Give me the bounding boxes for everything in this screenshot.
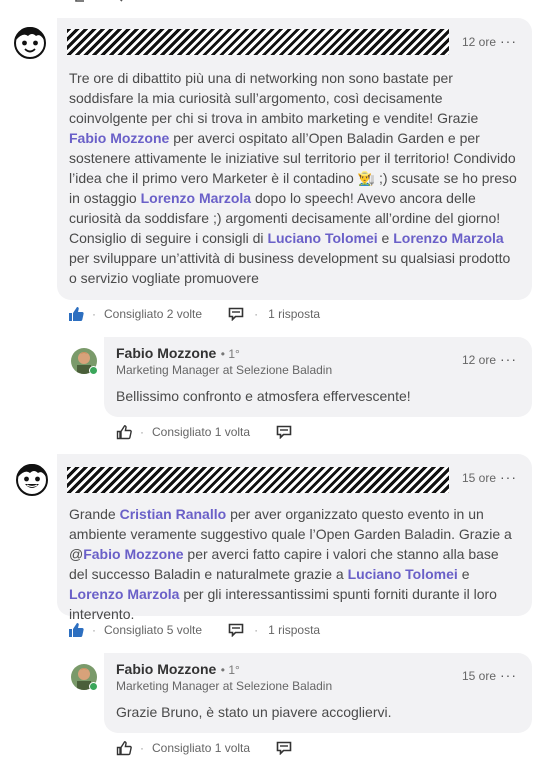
previous-action-row-remnant bbox=[72, 0, 132, 4]
like-outline-icon[interactable] bbox=[116, 424, 132, 440]
more-options-icon[interactable]: ··· bbox=[500, 33, 517, 49]
reply-actions bbox=[116, 423, 292, 441]
comment-text-segment: e bbox=[457, 566, 470, 582]
comment-text-segment: per aver organizzato questo evento in un ambiente veramente suggestivo quale l’Open Garden Baladin. Grazie a @ bbox=[69, 506, 512, 562]
more-options-icon[interactable]: ··· bbox=[500, 667, 517, 683]
comment-text-segment: e bbox=[377, 230, 394, 246]
replies-count[interactable]: 1 risposta bbox=[268, 307, 321, 321]
comment-text-segment: dopo lo speech! Avevo ancora delle curiosità da soddisfare ;) argomenti decisamente all’ordine del giorno! Consiglio di seguire i consigli di bbox=[69, 190, 501, 246]
mention-link[interactable]: Cristian Ranallo bbox=[119, 506, 227, 522]
recommended-count[interactable]: Consigliato 1 volta bbox=[152, 741, 251, 755]
comment-text-segment: per averci fatto capire i valori che stanno alla base del successo Baladin e naturalmete grazie a bbox=[69, 546, 499, 582]
separator: · bbox=[254, 623, 259, 637]
mention-link[interactable]: Lorenzo Marzola bbox=[69, 586, 180, 602]
reply-text: Bellissimo confronto e atmosfera effervescente! bbox=[116, 388, 411, 404]
reply-text: Grazie Bruno, è stato un piavere accogliervi. bbox=[116, 704, 392, 720]
comment-actions bbox=[68, 305, 320, 323]
more-options-icon[interactable]: ··· bbox=[500, 351, 517, 367]
commenter-avatar[interactable] bbox=[12, 24, 48, 65]
mention-link[interactable]: Lorenzo Marzola bbox=[140, 190, 252, 206]
separator: · bbox=[140, 425, 144, 439]
reply-time: 15 ore bbox=[462, 669, 497, 683]
cartoon-face-icon bbox=[12, 24, 48, 60]
separator: · bbox=[254, 307, 259, 321]
mention-link[interactable]: Luciano Tolomei bbox=[267, 230, 378, 246]
separator: · bbox=[92, 307, 96, 321]
reply-icon[interactable] bbox=[276, 425, 292, 439]
replies-count[interactable]: 1 risposta bbox=[268, 623, 321, 637]
connection-degree: • 1° bbox=[220, 347, 240, 361]
separator: · bbox=[140, 741, 144, 755]
comment-time: 12 ore bbox=[462, 35, 497, 49]
separator: · bbox=[92, 623, 96, 637]
mention-link[interactable]: Fabio Mozzone bbox=[83, 546, 184, 562]
reply-icon[interactable] bbox=[228, 623, 244, 637]
comment-bubble bbox=[57, 18, 532, 300]
reply-icon[interactable] bbox=[276, 741, 292, 755]
more-options-icon[interactable]: ··· bbox=[500, 469, 517, 485]
online-status-icon bbox=[89, 682, 98, 691]
mention-link[interactable]: Fabio Mozzone bbox=[69, 130, 170, 146]
comment-actions bbox=[68, 621, 320, 639]
redacted-author-name bbox=[67, 29, 449, 55]
reply-actions bbox=[116, 739, 292, 757]
redacted-author-name bbox=[67, 467, 449, 493]
comment-bubble bbox=[57, 454, 532, 622]
reply-author-name[interactable]: Fabio Mozzone bbox=[116, 661, 217, 677]
cartoon-face-icon bbox=[14, 461, 50, 497]
like-filled-icon[interactable] bbox=[68, 622, 84, 638]
reply-author-name[interactable]: Fabio Mozzone bbox=[116, 345, 217, 361]
commenter-avatar[interactable] bbox=[14, 461, 50, 502]
reply-author-headline: Marketing Manager at Selezione Baladin bbox=[116, 679, 333, 693]
comment-text-segment: 👨‍🌾 bbox=[357, 170, 376, 186]
recommended-count[interactable]: Consigliato 2 volte bbox=[104, 307, 203, 321]
reply-author-headline: Marketing Manager at Selezione Baladin bbox=[116, 363, 333, 377]
comment-text-segment: Grande bbox=[69, 506, 120, 522]
recommended-count[interactable]: Consigliato 5 volte bbox=[104, 623, 203, 637]
like-filled-icon[interactable] bbox=[68, 306, 84, 322]
comment-text-segment: per sviluppare un’attività di business development su qualsiasi prodotto o servizio vogliate promuovere bbox=[69, 250, 511, 286]
connection-degree: • 1° bbox=[220, 663, 240, 677]
comment-text bbox=[69, 68, 519, 288]
mention-link[interactable]: Lorenzo Marzola bbox=[393, 230, 504, 246]
reply-time: 12 ore bbox=[462, 353, 497, 367]
comment-text-segment: per averci ospitato all’Open Baladin Garden e per sostenere attivamente le iniziative sul territorio per il territorio! Condivido l’idea che il primo vero Marketer è il contadino bbox=[69, 130, 516, 186]
online-status-icon bbox=[89, 366, 98, 375]
reply-avatar[interactable] bbox=[71, 348, 97, 374]
mention-link[interactable]: Luciano Tolomei bbox=[347, 566, 458, 582]
reply-bubble bbox=[104, 653, 532, 733]
comment-text-segment: per gli interessantissimi spunti forniti durante il loro intervento. bbox=[69, 586, 497, 622]
reply-icon[interactable] bbox=[228, 307, 244, 321]
comment-text-segment: Tre ore di dibattito più una di networking non sono bastate per soddisfare la mia curiosità sull’argomento, così decisamente coinvolgente per chi si trova in ambito marketing e vendite! Grazie bbox=[69, 70, 479, 126]
comment-time: 15 ore bbox=[462, 471, 497, 485]
comment-text bbox=[69, 504, 519, 624]
reply-bubble bbox=[104, 337, 532, 417]
reply-avatar[interactable] bbox=[71, 664, 97, 690]
recommended-count[interactable]: Consigliato 1 volta bbox=[152, 425, 251, 439]
comment-text-segment: ;) scusate se ho preso in ostaggio bbox=[69, 170, 517, 206]
like-outline-icon[interactable] bbox=[116, 740, 132, 756]
